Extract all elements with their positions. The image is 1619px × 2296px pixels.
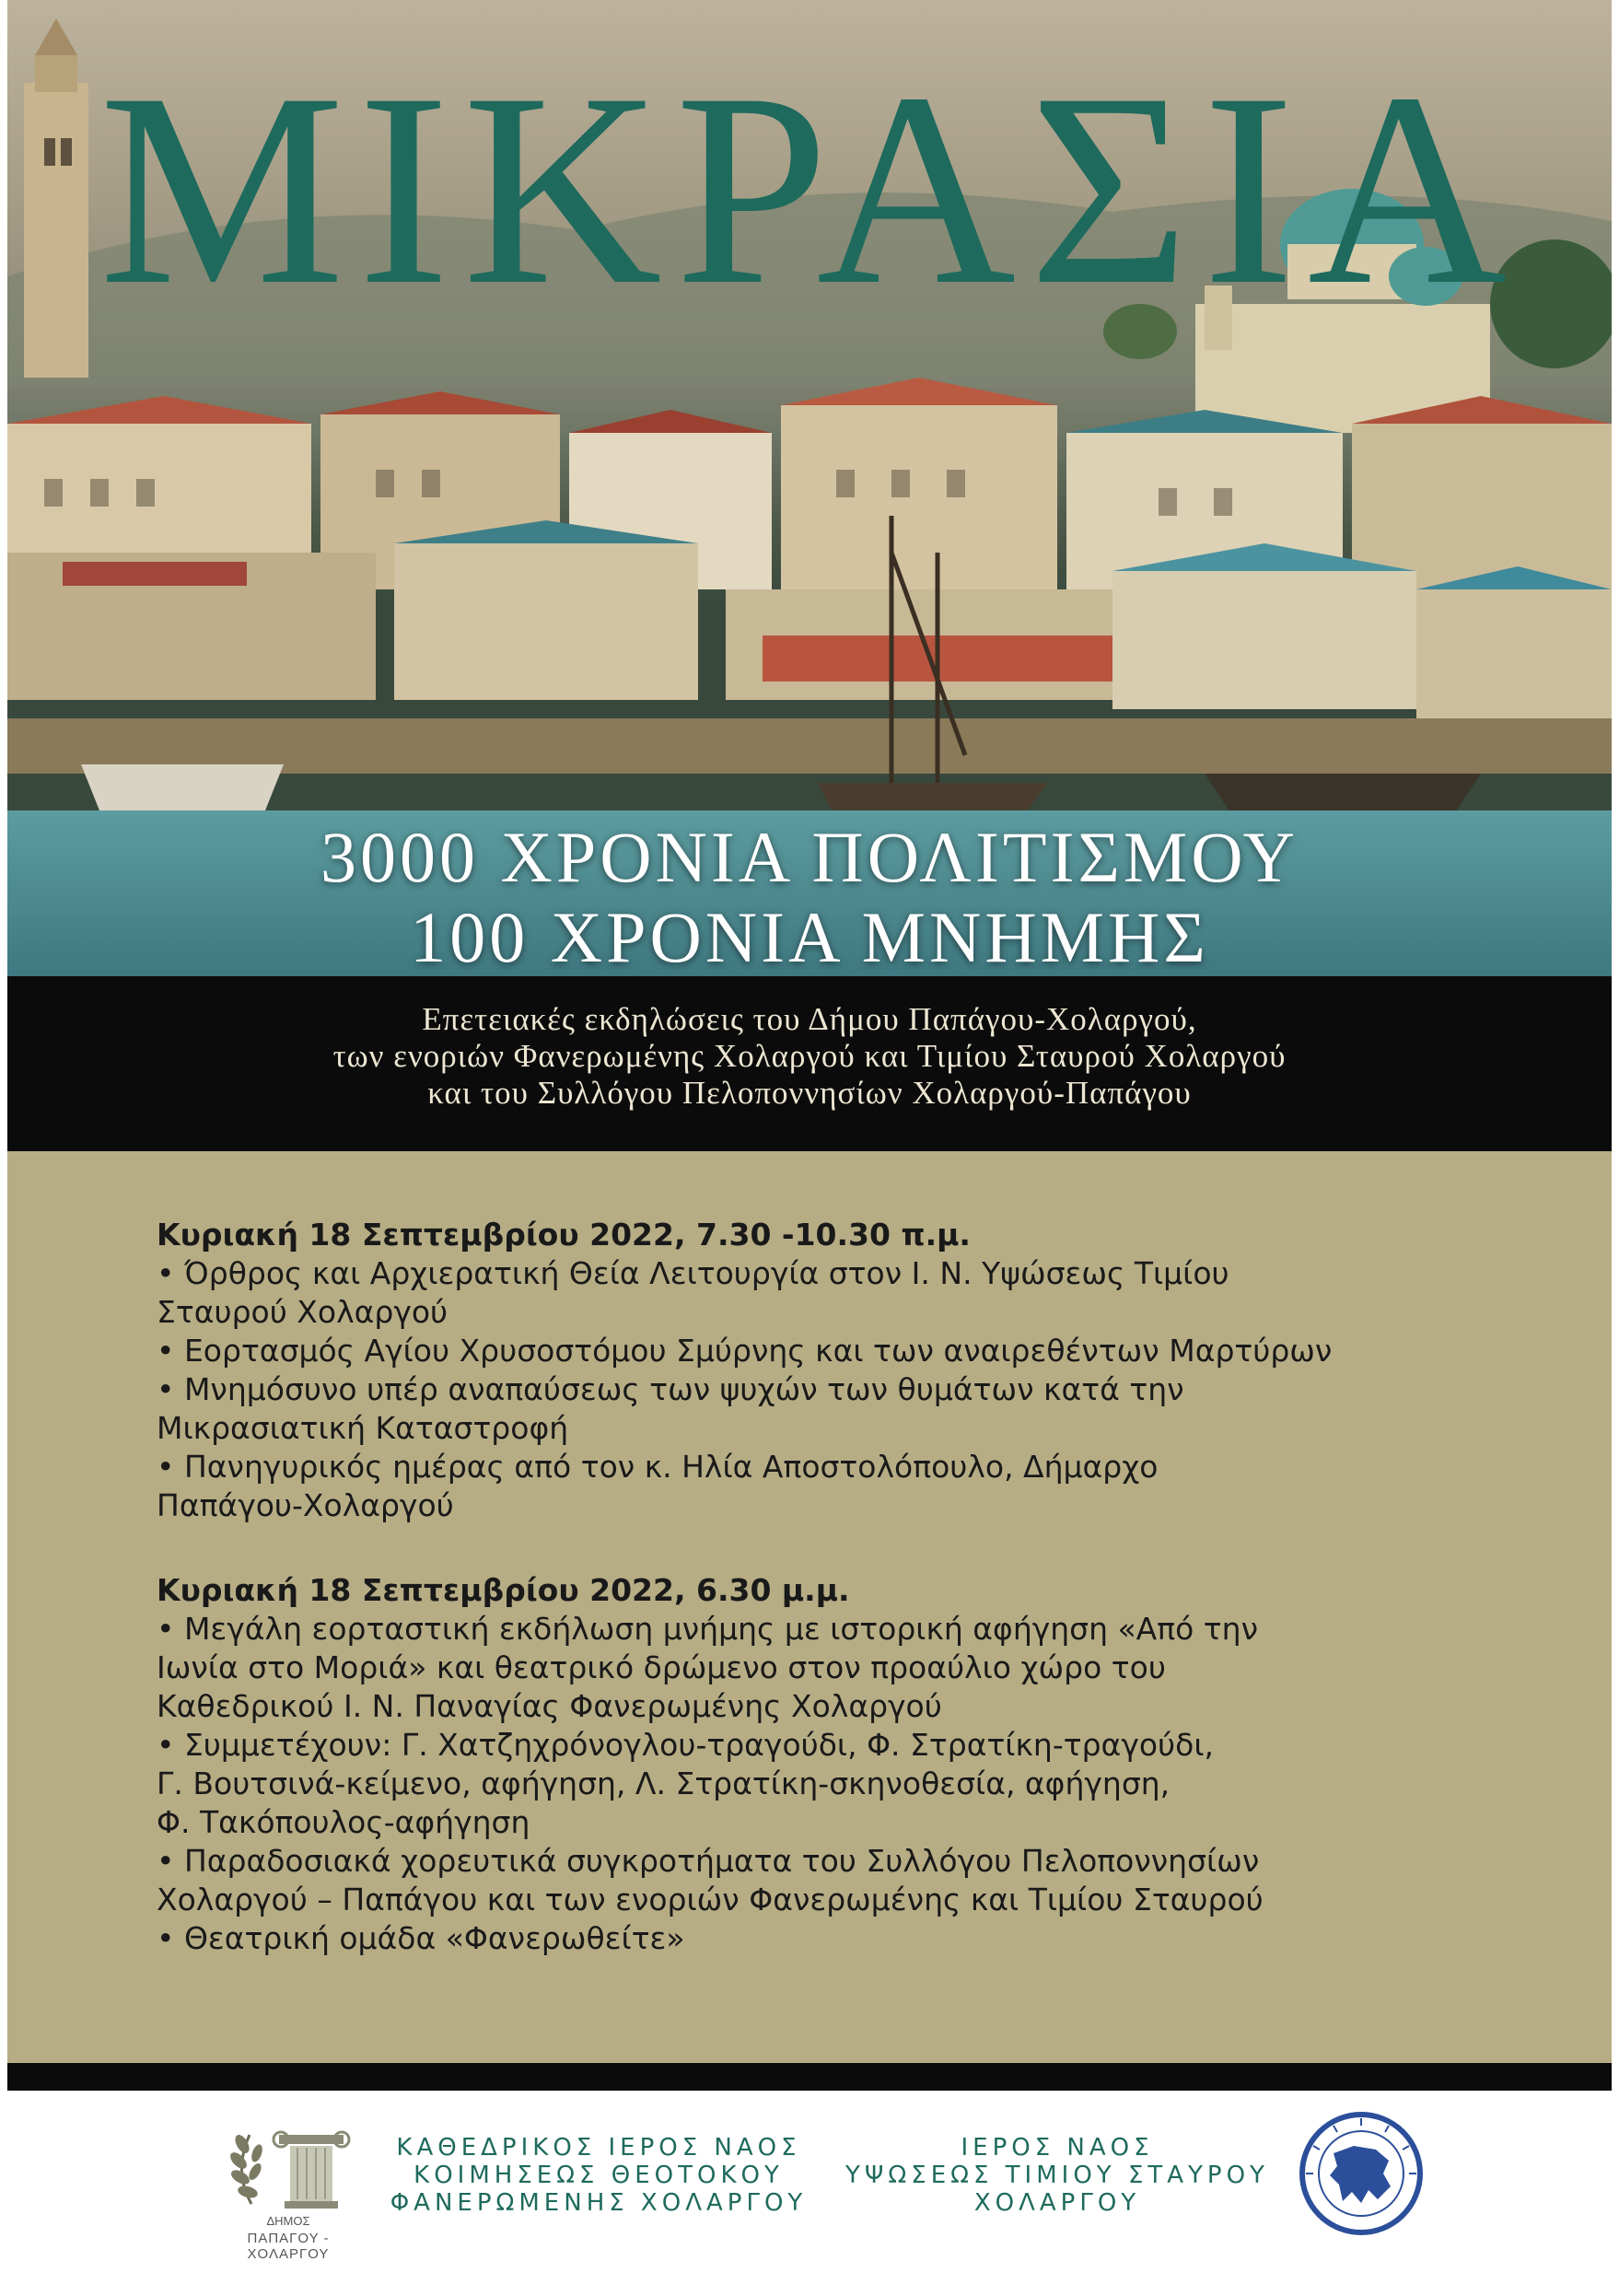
event-line: • Συμμετέχουν: Γ. Χατζηχρόνογλου-τραγούδι, Φ. Στρατίκη-τραγούδι, [157, 1727, 1214, 1763]
tagline-line-1: 3000 ΧΡΟΝΙΑ ΠΟΛΙΤΙΣΜΟΥ [320, 817, 1299, 897]
cathedral-name-line: ΦΑΝΕΡΩΜΕΝΗΣ ΧΟΛΑΡΓΟΥ [390, 2189, 808, 2217]
church-name-line: ΥΨΩΣΕΩΣ ΤΙΜΙΟΥ ΣΤΑΥΡΟΥ [845, 2162, 1269, 2189]
event-line: Φ. Τακόπουλος-αφήγηση [157, 1804, 530, 1840]
organizers-line: και του Συλλόγου Πελοποννησίων Χολαργού-Παπάγου [427, 1075, 1192, 1111]
event-line: • Παραδοσιακά χορευτικά συγκροτήματα του Συλλόγου Πελοποννησίων [157, 1843, 1260, 1879]
church-name-line: ΧΟΛΑΡΓΟΥ [973, 2189, 1141, 2217]
sylogos-peloponnision-logo [1297, 2109, 1426, 2238]
poster-title: ΜΙΚΡΑΣΙΑ [99, 36, 1520, 342]
event-line: Γ. Βουτσινά-κείμενο, αφήγηση, Λ. Στρατίκη-σκηνοθεσία, αφήγηση, [157, 1766, 1171, 1801]
cathedral-name-line: ΚΑΘΕΔΡΙΚΟΣ ΙΕΡΟΣ ΝΑΟΣ [396, 2134, 801, 2162]
dimos-caption-top: ΔΗΜΟΣ [266, 2214, 310, 2228]
church-name-line: ΙΕΡΟΣ ΝΑΟΣ [961, 2134, 1154, 2162]
cathedral-name [387, 2134, 810, 2217]
event-line: Ιωνία στο Μοριά» και θεατρικό δρώμενο στον προαύλιο χώρο του [157, 1649, 1166, 1685]
event-line: • Μνημόσυνο υπέρ αναπαύσεως των ψυχών των θυμάτων κατά την [157, 1371, 1184, 1407]
event-spacer [157, 1525, 1520, 1571]
event-line: Μικρασιατική Καταστροφή [157, 1410, 569, 1446]
event-line: Χολαργού – Παπάγου και των ενοριών Φανερωμένης και Τιμίου Σταυρού [157, 1882, 1264, 1917]
event-line: • Όρθρος και Αρχιερατική Θεία Λειτουργία στον Ι. Ν. Υψώσεως Τιμίου [157, 1255, 1229, 1291]
event-line: • Μεγάλη εορταστική εκδήλωση μνήμης με ιστορική αφήγηση «Από την [157, 1611, 1259, 1647]
event-line: • Θεατρική ομάδα «Φανερωθείτε» [157, 1920, 685, 1956]
event-line: Καθεδρικού Ι. Ν. Παναγίας Φανερωμένης Χολαργού [157, 1688, 942, 1724]
bottom-divider [7, 2063, 1612, 2091]
laurel-column-icon [215, 2116, 362, 2212]
event-line: • Πανηγυρικός ημέρας από τον κ. Ηλία Αποστολόπουλο, Δήμαρχο [157, 1449, 1159, 1485]
church-name [841, 2134, 1274, 2217]
event-heading: Κυριακή 18 Σεπτεμβρίου 2022, 7.30 -10.30 π.μ. [157, 1217, 971, 1253]
peloponnese-map-icon [1297, 2109, 1426, 2238]
organizers-band [7, 976, 1612, 1151]
organizers-line: Επετειακές εκδηλώσεις του Δήμου Παπάγου-Χολαργού, [422, 1001, 1197, 1037]
organizers-line: των ενοριών Φανερωμένης Χολαργού και Τιμίου Σταυρού Χολαργού [332, 1038, 1287, 1074]
dimos-papagou-logo [215, 2116, 362, 2262]
event-line: Σταυρού Χολαργού [157, 1294, 448, 1330]
poster [7, 0, 1612, 2296]
event-heading: Κυριακή 18 Σεπτεμβρίου 2022, 6.30 μ.μ. [157, 1572, 850, 1608]
tagline-line-2: 100 ΧΡΟΝΙΑ ΜΝΗΜΗΣ [410, 897, 1209, 976]
program-list [157, 1216, 1520, 1958]
dimos-caption-bottom: ΠΑΠΑΓΟΥ - ΧΟΛΑΡΓΟΥ [247, 2231, 330, 2262]
footer [7, 2091, 1612, 2296]
program-section [7, 1151, 1612, 2063]
event-line: • Εορτασμός Αγίου Χρυσοστόμου Σμύρνης και των αναιρεθέντων Μαρτύρων [157, 1333, 1333, 1369]
cathedral-name-line: ΚΟΙΜΗΣΕΩΣ ΘΕΟΤΟΚΟΥ [413, 2162, 784, 2189]
hero-image [7, 0, 1612, 976]
event-line: Παπάγου-Χολαργού [157, 1487, 454, 1523]
